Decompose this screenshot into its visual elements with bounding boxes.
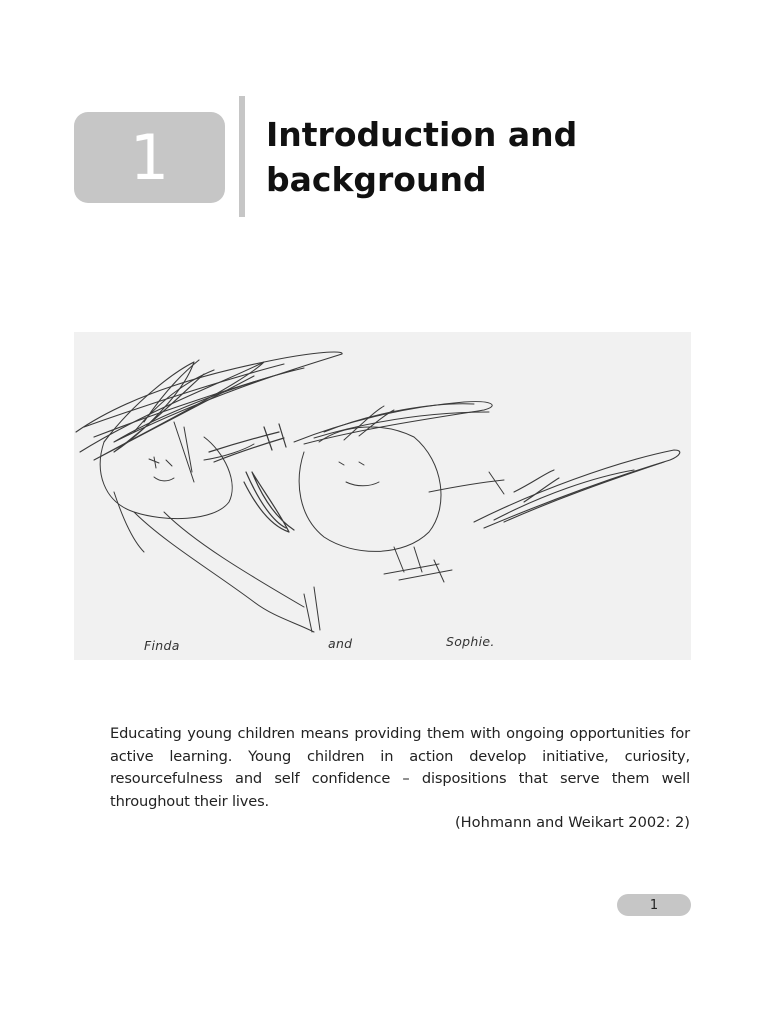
chapter-title-line-1: Introduction and — [266, 115, 578, 154]
chapter-number-badge — [74, 112, 225, 203]
middle-arm-scribble — [209, 424, 294, 532]
drawing-caption-right-name: Sophie. — [446, 634, 495, 649]
right-arm-scribble — [474, 450, 680, 528]
child-drawing-illustration — [74, 332, 691, 660]
left-figure-hair-scribble — [76, 352, 342, 460]
drawing-caption-left-name: Finda — [144, 638, 180, 653]
chapter-title — [266, 112, 706, 202]
drawing-caption-and: and — [328, 636, 353, 651]
epigraph-citation: (Hohmann and Weikart 2002: 2) — [454, 814, 690, 831]
chapter-number: 1 — [129, 120, 170, 194]
right-figure-body — [299, 427, 504, 582]
chapter-title-line-2: background — [266, 160, 487, 199]
title-divider — [239, 96, 245, 217]
epigraph-quote: Educating young children means providing them with ongoing opportunities for active learning. Young children in action develop initiative, curiosity, resourcefulness and self confidence – dispositions that serve them well throughout their lives. — [110, 725, 690, 810]
page-number: 1 — [617, 894, 691, 916]
right-figure-hair-scribble — [294, 402, 492, 444]
child-crayon-drawing-image — [74, 332, 691, 660]
